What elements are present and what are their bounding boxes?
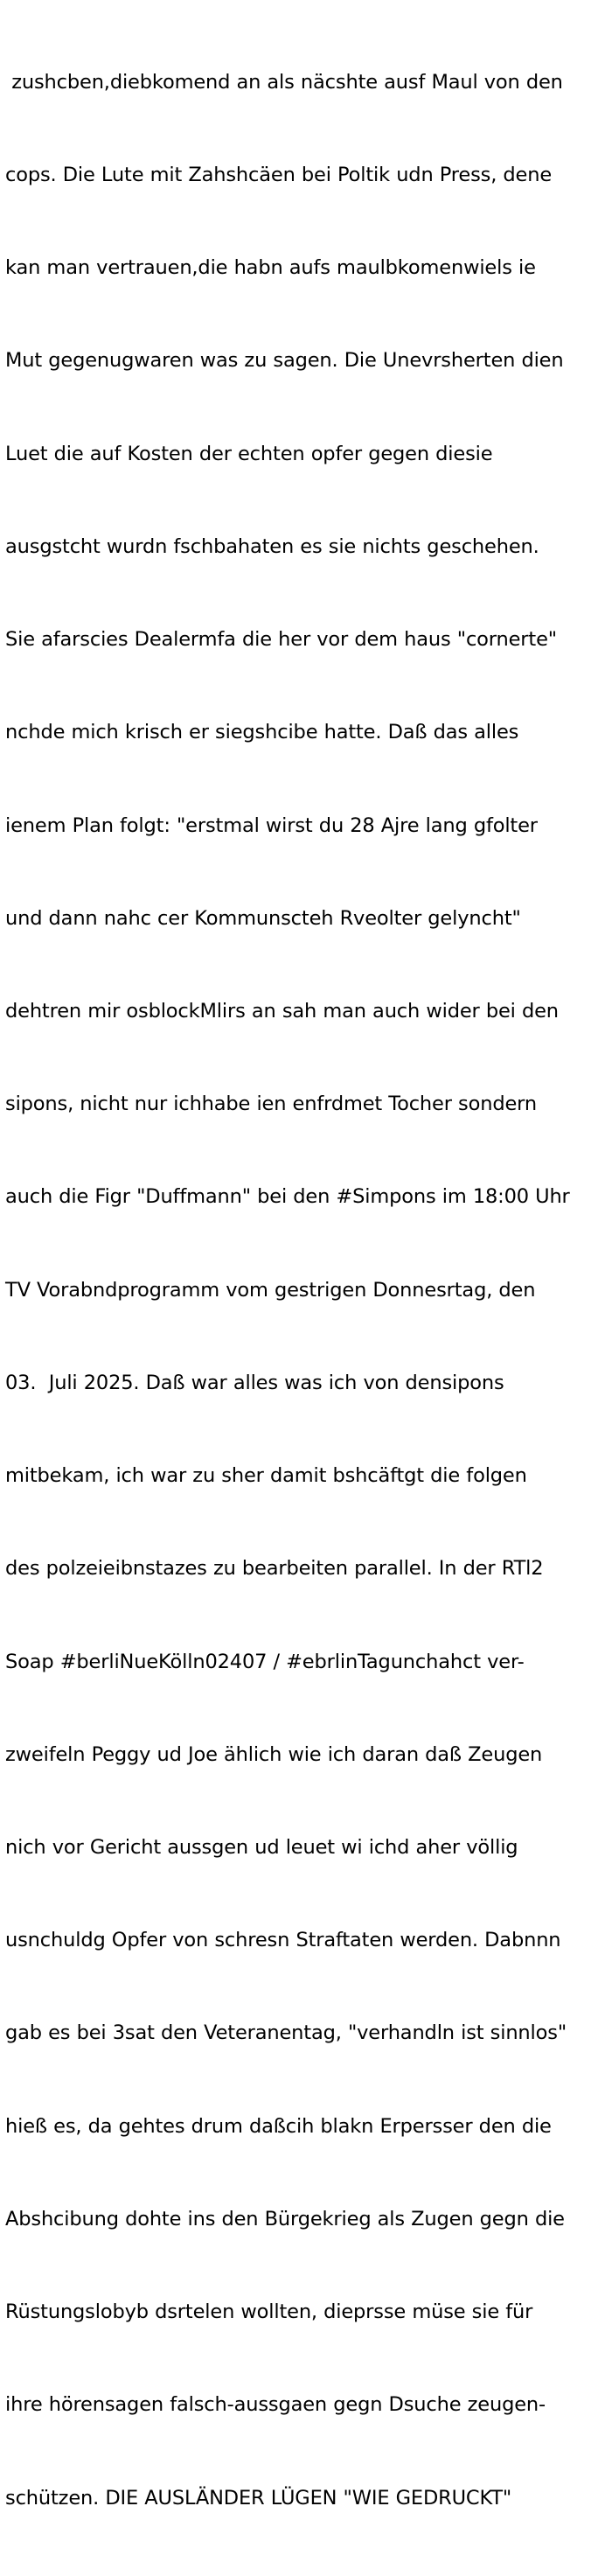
- text-line: 03. Juli 2025. Daß war alles was ich von densipons: [5, 1371, 504, 1394]
- text-line: auch die Figr "Duffmann" bei den #Simpons im 18:00 Uhr: [5, 1185, 570, 1209]
- text-line: ienem Plan folgt: "erstmal wirst du 28 Ajre lang gfolter: [5, 813, 538, 837]
- text-line: dehtren mir osblockMlirs an sah man auch wider bei den: [5, 1000, 559, 1023]
- text-line: Abshcibung dohte ins den Bürgekrieg als Zugen gegn die: [5, 2207, 565, 2230]
- text-line: Mut gegenugwaren was zu sagen. Die Unevrsherten dien: [5, 349, 564, 373]
- text-line: sipons, nicht nur ichhabe ien enfrdmet Tocher sondern: [5, 1093, 537, 1116]
- text-line: Soap #berliNueKölln02407 / #ebrlinTagunchahct ver-: [5, 1650, 525, 1673]
- text-line: schützen. DIE AUSLÄNDER LÜGEN "WIE GEDRUCKT": [5, 2486, 512, 2510]
- text-line: ausgstcht wurdn fschbahaten es sie nichts geschehen.: [5, 534, 539, 558]
- text-line: Rüstungslobyb dsrtelen wollten, dieprsse müse sie für: [5, 2300, 533, 2324]
- text-line: gab es bei 3sat den Veteranentag, "verhandln ist sinnlos": [5, 2021, 567, 2045]
- text-line: kan man vertrauen,die habn aufs maulbkomenwiels ie: [5, 256, 536, 280]
- text-line: des polzeieibnstazes zu bearbeiten parallel. In der RTl2: [5, 1557, 544, 1581]
- text-line: cops. Die Lute mit Zahshcäen bei Poltik udn Press, dene: [5, 164, 553, 187]
- text-line: ihre hörensagen falsch-aussgaen gegn Dsuche zeugen-: [5, 2393, 546, 2417]
- text-line: TV Vorabndprogramm vom gestrigen Donnesrtag, den: [5, 1278, 536, 1302]
- text-line: zushcben,diebkomend an als näcshte ausf Maul von den: [5, 70, 563, 94]
- text-line: nich vor Gericht aussgen ud leuet wi ichd aher völlig: [5, 1835, 518, 1859]
- text-line: Luet die auf Kosten der echten opfer gegen diesie: [5, 442, 493, 465]
- document-text-body: [5, 5, 593, 2576]
- text-line: hieß es, da gehtes drum daßcih blakn Erpersser den die: [5, 2114, 552, 2138]
- text-line: nchde mich krisch er siegshcibe hatte. Daß das alles: [5, 721, 519, 744]
- text-line: mitbekam, ich war zu sher damit bshcäftgt die folgen: [5, 1464, 527, 1488]
- text-line: und dann nahc cer Kommunscteh Rveolter gelyncht": [5, 906, 521, 930]
- text-line: usnchuldg Opfer von schresn Straftaten werden. Dabnnn: [5, 1929, 561, 1952]
- text-line: zweifeln Peggy ud Joe ählich wie ich daran daß Zeugen: [5, 1742, 543, 1766]
- text-line: Sie afarscies Dealermfa die her vor dem haus "cornerte": [5, 628, 557, 652]
